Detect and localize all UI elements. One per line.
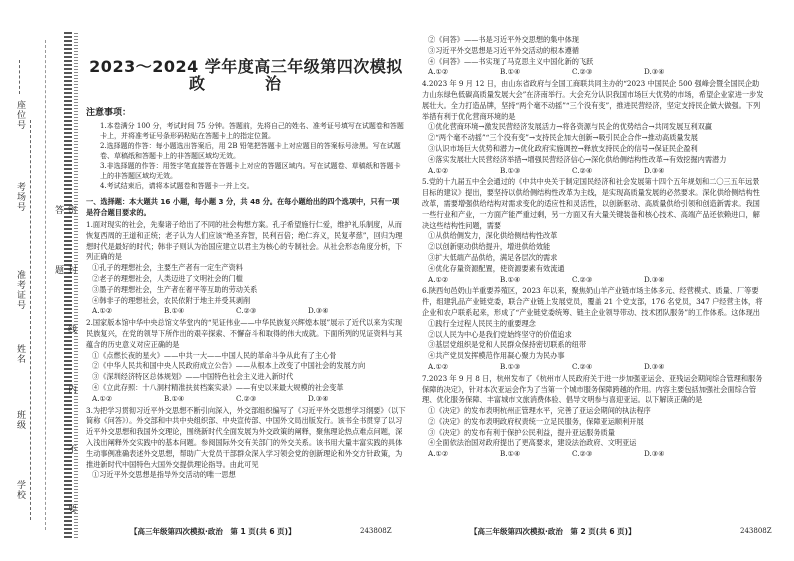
option: ④全面依法治国对政府提出了更高要求，建设法治政府、文明亚运 — [428, 438, 637, 448]
question-2 — [86, 318, 406, 404]
answer-a: A.①② — [428, 67, 449, 77]
exam-title: 2023～2024 学年度高三年级第四次模拟 — [89, 57, 403, 76]
seal-line — [45, 40, 46, 530]
answer-choices — [422, 67, 764, 78]
option: ④韩非子的理想社会，农民依附于地主并受其剥削 — [92, 295, 251, 305]
question-stem: 5.党的十九届五中全会通过的《中共中央关于制定国民经济和社会发展第十四个五年规划和二〇三五年远景目标的建议》提出，要坚持以供给侧结构性改革为主线，是实现高质量发展的必然要求。深化供给侧结构性改革，需要增强供给结构对需求变化的适应性和灵活性，以创新驱动、高质量供给引领和创造新需求。我国一些行业和产业，一方面产能严重过剩，另一方面又有大量关键装备和核心技术、高端产品还依赖进口，解决这些结构性问题，需要 — [422, 177, 760, 230]
answer-choices — [422, 449, 764, 460]
option: ③墨子的理想社会，生产者在奢平等互助的劳动关系 — [92, 284, 258, 294]
seal-text: 密 封 线 内 不 要 答 题 — [53, 205, 76, 538]
answer-d: D.③④ — [644, 67, 665, 77]
question-4 — [422, 79, 764, 176]
answer-b: B.①④ — [500, 274, 521, 284]
answer-choices — [422, 166, 764, 177]
notice-list — [86, 121, 406, 191]
question-1 — [86, 220, 406, 317]
question-7 — [422, 374, 764, 460]
question-5 — [422, 177, 764, 285]
name-label: 姓名 — [15, 344, 25, 364]
option: ④落实发展壮大民营经济举措→增强民营经济信心→深化供给侧结构性改革→有效挖掘内需潜力 — [428, 154, 727, 164]
seat-label: 座位号 — [15, 100, 25, 130]
option: ③习近平外交思想是习近平外交活动的根本遵循 — [428, 45, 579, 55]
option: ②以人民为中心是我们党始终坚守的价值追求 — [428, 329, 572, 339]
page-footer-right: 【高三年级第四次模拟·政治 第 2 页(共 6 页)】 — [470, 527, 636, 536]
option: ②以创新驱动供给提升，增进供给效能 — [428, 242, 551, 252]
option: ①《决定》的发布表明杭州正管理水平，完善了亚运会期间的执法程序 — [428, 406, 651, 416]
answer-d: D.③④ — [308, 393, 329, 403]
page-1 — [86, 34, 406, 481]
option: ③《深圳经济特区总体规划》——中国特色社会主义进入新时代 — [92, 372, 294, 382]
answer-c: C.②④ — [572, 361, 593, 371]
answer-b: B.①④ — [500, 67, 521, 77]
fill-line — [30, 120, 31, 520]
answer-c: C.②③ — [572, 67, 593, 77]
question-stem: 4.2023 年 9 月 12 日，由山东省政府与全国工商联共同主办的“2023 中国民企 500 强峰会暨全国民企助力山东绿色低碳高质量发展大会”在济南举行。大会充分认识我国市场巨大优势的市场，希望企业家进一步发展壮大。全力打造品牌，坚持“两个毫不动摇”“三个没有变”，推进民营经济，坚定支持民企做大做强。下列举措有利于优化营商环境的是 — [422, 79, 764, 121]
page-code-left: 243808Z — [360, 527, 392, 535]
option: ①从供给侧发力，深化供给侧结构性改革 — [428, 231, 558, 241]
option: ④《问答》——书实现了马克思主义中国化新的飞跃 — [428, 56, 594, 66]
class-label: 班级 — [15, 410, 25, 430]
answer-choices — [422, 362, 764, 373]
answer-d: D.③④ — [308, 306, 329, 316]
exam-subject: 政 治 — [188, 73, 303, 93]
answer-b: B.①④ — [500, 449, 521, 459]
answer-c: C.②③ — [572, 274, 593, 284]
notice-item: 1.本卷满分 100 分，考试时间 75 分钟。答题前，先将自己的姓名、准考证号填写在试题卷和答题卡上，并将准考证号条形码粘贴在答题卡上的指定位置。 — [100, 122, 404, 141]
answer-c: C.②③ — [236, 306, 257, 316]
answer-a: A.①② — [92, 393, 113, 403]
option: ④《立此存照：十八洞村精准扶贫档案实录》——有史以来最大规模的社会变革 — [92, 382, 344, 392]
answer-b: B.①④ — [164, 393, 185, 403]
school-label: 学校 — [15, 480, 25, 500]
question-3-continued — [422, 35, 764, 78]
section-heading: 一、选择题：本大题共 16 小题，每小题 3 分，共 48 分。在每小题给出的四个选项中，只有一项是符合题目要求的。 — [86, 197, 400, 218]
option: ②《决定》的发布表明政府权责统一立足民服务，保障亚运顺利开展 — [428, 416, 644, 426]
answer-a: A.①② — [428, 361, 449, 371]
answer-b: B.①③ — [500, 361, 521, 371]
question-stem: 7.2023 年 9 月 8 日，杭州发布了《杭州市人民政府关于进一步加强亚运会、亚残运会期间综合管理和服务保障的决定》，针对本次亚运会作为了当第一个城市服务保障跨越的作用。内容主要包括加强社会面综合管理、优化服务保障、丰富城市文旅消费体验、倡导文明参与喜迎亚运。以下解读正确的是 — [422, 373, 763, 405]
answer-d: D.③④ — [644, 361, 665, 371]
notice-item: 2.选择题的作答：每小题选出答案后，用 2B 铅笔把答题卡上对应题目的答案标号涂黑。写在试题卷、草稿纸和答题卡上的非答题区域均无效。 — [100, 142, 401, 161]
answer-choices — [422, 275, 764, 286]
answer-b: B.①③ — [500, 165, 521, 175]
option: ①《点燃长夜的星火》——中共一大——中国人民的革命斗争从此有了主心骨 — [92, 350, 337, 360]
question-stem: 3.为把学习贯彻习近平外交思想不断引向深入，外交部组织编写了《习近平外交思想学习纲要》（以下简称《问答》）。外交部和中共中央组织部、中央宣传部、中国外文局出版发行。该书全书贯穿了以习近平外交思想和我国外交理论，围绕新时代全面发展为外交政策的阐释，聚焦理论热点难点问题，深入浅出阐释外交实践中的基本问题。参阅国际外交有关部门的外交关系。该书用大量丰富实践的具体生动事例准确表述外交思想，帮助广大党员干部群众深入学习领会党的创新理论和外交方针政策，为推进新时代中国特色大国外交提供理论指导。由此可见 — [86, 405, 406, 469]
option: ①优化营商环境→激发民营经济发展活力→将各资源与民企的优势结合→共同发展互利双赢 — [428, 122, 713, 132]
question-3 — [86, 406, 406, 482]
option: ①孔子的理想社会，主要生产者有一定生产资料 — [92, 263, 243, 273]
answer-c: C.②④ — [572, 165, 593, 175]
page-code-right: 243808Z — [740, 527, 772, 535]
exam-no-label: 考场号 — [15, 182, 25, 212]
answer-d: D.③④ — [644, 449, 665, 459]
answer-a: A.①② — [92, 306, 113, 316]
answer-d: D.③④ — [644, 165, 665, 175]
option: ②《问答》——书是习近平外交思想的集中体现 — [428, 35, 579, 44]
answer-a: A.①② — [428, 165, 449, 175]
page-2 — [422, 34, 764, 460]
notice-item: 3.非选择题的作答：用签字笔直接答在答题卡上对应的答题区域内。写在试题卷、草稿纸和答题卡上的非答题区域均无效。 — [100, 162, 401, 181]
answer-d: D.③④ — [644, 274, 665, 284]
answer-choices — [86, 394, 406, 405]
answer-b: B.①④ — [164, 306, 185, 316]
answer-choices — [86, 306, 406, 317]
answer-a: A.①② — [428, 274, 449, 284]
answer-a: A.①② — [428, 449, 449, 459]
option: ②老子的理想社会，人类迈进了文明社会的门槛 — [92, 273, 243, 283]
seat-line — [19, 60, 20, 94]
question-stem: 2.国家版本馆中华中央总馆文华堂内的“见证伟业——中华民族复兴辉煌本展”展示了近代以来为实现民族复兴，在党的领导下所作出的艰辛探索、不懈奋斗和取得的伟大成就。下面所列的见证资料与其蕴含的历史意义对应正确的是 — [86, 318, 403, 349]
option: ④优化存量资源配置，使资源要素有效流通 — [428, 263, 565, 273]
option: ②《中华人民共和国中央人民政府成立公告》——从根本上改变了中国社会的发展方向 — [92, 361, 366, 371]
question-stem: 1.面对现实的社会，先秦诸子给出了不同的社会构想方案。孔子希望施行仁爱，维护礼乐制度，从而恢复西周的王道和正统；老子认为人们应该“绝圣弃智，民利百倍；绝仁弃义，民复孝慈”，回归为理想时代是最好的时代；韩非子则认为治国应建立以君主为核心的专制社会。从社会形态角度分析，下列正确的是 — [86, 219, 403, 262]
page-footer-left: 【高三年级第四次模拟·政治 第 1 页(共 6 页)】 — [130, 527, 296, 536]
option: ②“两个毫不动摇”“三个没有变”→支持民企加大创新→吸引民企合作→推动高质量发展 — [428, 133, 698, 143]
answer-c: C.②③ — [236, 393, 257, 403]
option: ③《决定》的发布有利于保护公民利益，提升亚运服务质量 — [428, 427, 615, 437]
answer-c: C.②③ — [572, 449, 593, 459]
question-6 — [422, 286, 764, 372]
option: ③扩大低端产品供给，满足各层次的需求 — [428, 252, 558, 262]
option: ③认识市场巨大优势和潜力→优化政府实施调控→释放支持民企的信号→保证民企盈利 — [428, 143, 698, 153]
notice-item: 4.考试结束后，请将本试题卷和答题卡一并上交。 — [100, 182, 254, 191]
id-no-label: 准考证号 — [15, 270, 25, 310]
option: ①践行全过程人民民主的重要理念 — [428, 318, 536, 328]
question-stem: 6.陕西旬邑奶山羊重要养殖区，2023 年以来，聚焦奶山羊产业链市场主体多元、经营模式、质量、厂等要件，组建乳品产业链党委，联合产业链上发展党员，覆盖 21 个党支部，176 名党员，347 户经营主体，将企业和农户联系起来，形成了“产业链党委统筹、链主企业领导带动、技术团队服务”的工作体系。这体现出 — [422, 286, 763, 317]
option: ①习近平外交思想是指导外交活动的唯一思想 — [92, 470, 236, 480]
notice-heading: 注意事项： — [86, 107, 132, 118]
option: ③基层党组织是党和人民群众保持密切联系的纽带 — [428, 340, 587, 350]
option: ④共产党员发挥模范作用凝心聚力为民办事 — [428, 351, 565, 361]
